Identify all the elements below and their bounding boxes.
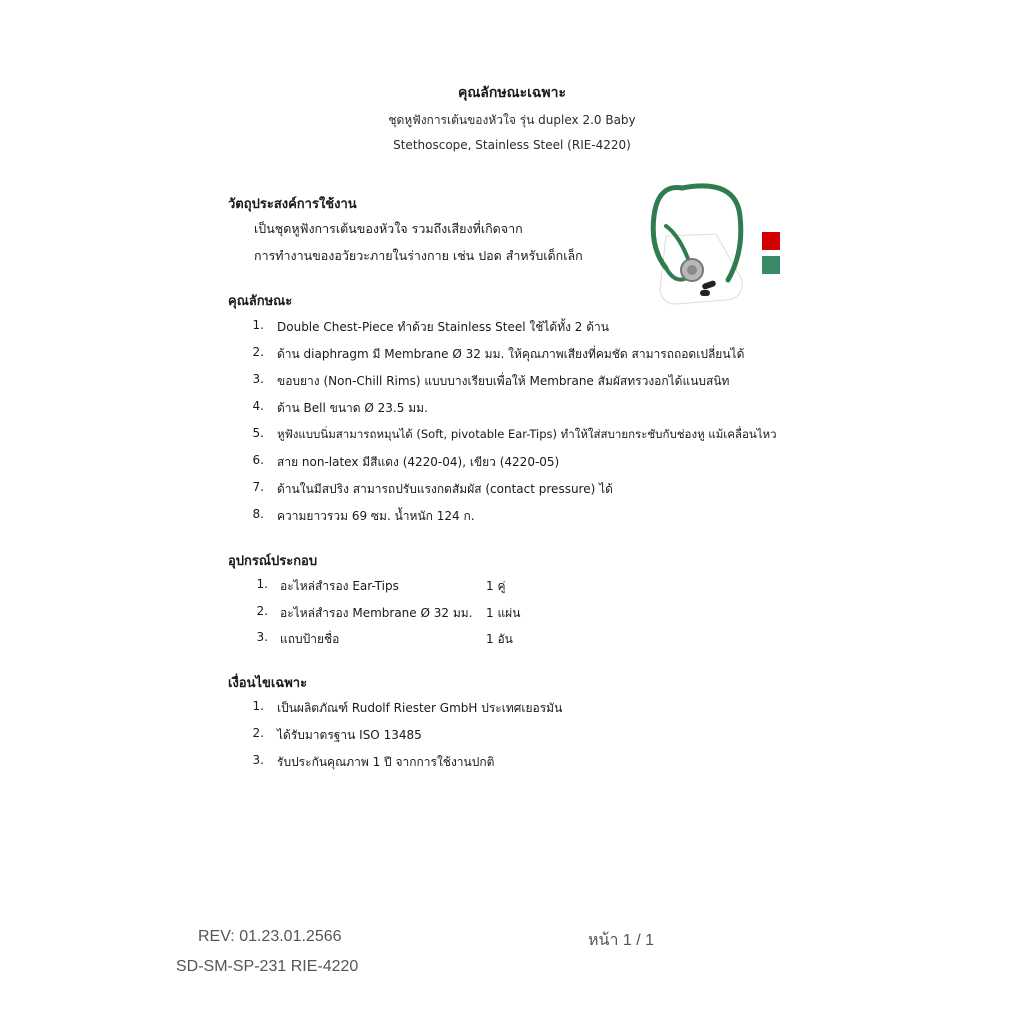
- feature-number: 4.: [252, 399, 264, 413]
- accessory-number: 1.: [256, 577, 268, 591]
- condition-item: ได้รับมาตรฐาน ISO 13485: [277, 728, 422, 742]
- accessory-item: แถบป้ายชื่อ: [280, 632, 340, 646]
- feature-number: 5.: [252, 426, 264, 440]
- feature-number: 1.: [252, 318, 264, 332]
- features-heading: คุณลักษณะ: [228, 294, 293, 309]
- feature-item: ด้าน Bell ขนาด Ø 23.5 มม.: [277, 401, 428, 415]
- purpose-line-2: การทำงานของอวัยวะภายในร่างกาย เช่น ปอด สำหรับเด็กเล็ก: [254, 248, 583, 263]
- product-name-line2: Stethoscope, Stainless Steel (RIE-4220): [393, 138, 631, 152]
- feature-number: 3.: [252, 372, 264, 386]
- feature-number: 7.: [252, 480, 264, 494]
- feature-item: ความยาวรวม 69 ซม. น้ำหนัก 124 ก.: [277, 509, 475, 523]
- feature-number: 2.: [252, 345, 264, 359]
- condition-number: 2.: [252, 726, 264, 740]
- accessory-number: 2.: [256, 604, 268, 618]
- document-code: SD-SM-SP-231 RIE-4220: [176, 958, 359, 975]
- feature-item: Double Chest-Piece ทำด้วย Stainless Steel ใช้ได้ทั้ง 2 ด้าน: [277, 320, 609, 334]
- accessory-item: อะไหล่สำรอง Ear-Tips: [280, 579, 399, 593]
- purpose-line-1: เป็นชุดหูฟังการเต้นของหัวใจ รวมถึงเสียงที่เกิดจาก: [254, 221, 523, 236]
- page-number: หน้า 1 / 1: [588, 932, 655, 949]
- accessory-item: อะไหล่สำรอง Membrane Ø 32 มม.: [280, 606, 473, 620]
- feature-item: ขอบยาง (Non-Chill Rims) แบบบางเรียบเพื่อให้ Membrane สัมผัสทรวงอกได้แนบสนิท: [277, 374, 730, 388]
- page-title: คุณลักษณะเฉพาะ: [457, 85, 567, 101]
- feature-number: 6.: [252, 453, 264, 467]
- conditions-heading: เงื่อนไขเฉพาะ: [228, 676, 308, 691]
- revision-number: REV: 01.23.01.2566: [198, 928, 342, 945]
- condition-item: รับประกันคุณภาพ 1 ปี จากการใช้งานปกติ: [277, 755, 495, 769]
- color-swatch-green: [762, 256, 780, 274]
- feature-item: ด้านในมีสปริง สามารถปรับแรงกดสัมผัส (contact pressure) ได้: [277, 482, 613, 496]
- accessory-number: 3.: [256, 630, 268, 644]
- feature-number: 8.: [252, 507, 264, 521]
- feature-item: หูฟังแบบนิ่มสามารถหมุนได้ (Soft, pivotable Ear-Tips) ทำให้ใส่สบายกระชับกับช่องหู แม้เคลื่อนไหว: [277, 427, 777, 441]
- stethoscope-image: [636, 176, 752, 312]
- accessory-quantity: 1 คู่: [486, 579, 506, 593]
- accessory-quantity: 1 แผ่น: [486, 606, 521, 620]
- feature-item: สาย non-latex มีสีแดง (4220-04), เขียว (4220-05): [277, 455, 560, 469]
- condition-item: เป็นผลิตภัณฑ์ Rudolf Riester GmbH ประเทศเยอรมัน: [277, 701, 563, 715]
- condition-number: 3.: [252, 753, 264, 767]
- accessories-heading: อุปกรณ์ประกอบ: [228, 554, 318, 569]
- purpose-heading: วัตถุประสงค์การใช้งาน: [228, 197, 357, 212]
- condition-number: 1.: [252, 699, 264, 713]
- accessory-quantity: 1 อัน: [486, 632, 513, 646]
- feature-item: ด้าน diaphragm มี Membrane Ø 32 มม. ให้คุณภาพเสียงที่คมชัด สามารถถอดเปลี่ยนได้: [277, 347, 745, 361]
- product-name-line1: ชุดหูฟังการเต้นของหัวใจ รุ่น duplex 2.0 Baby: [388, 113, 636, 127]
- color-swatch-red: [762, 232, 780, 250]
